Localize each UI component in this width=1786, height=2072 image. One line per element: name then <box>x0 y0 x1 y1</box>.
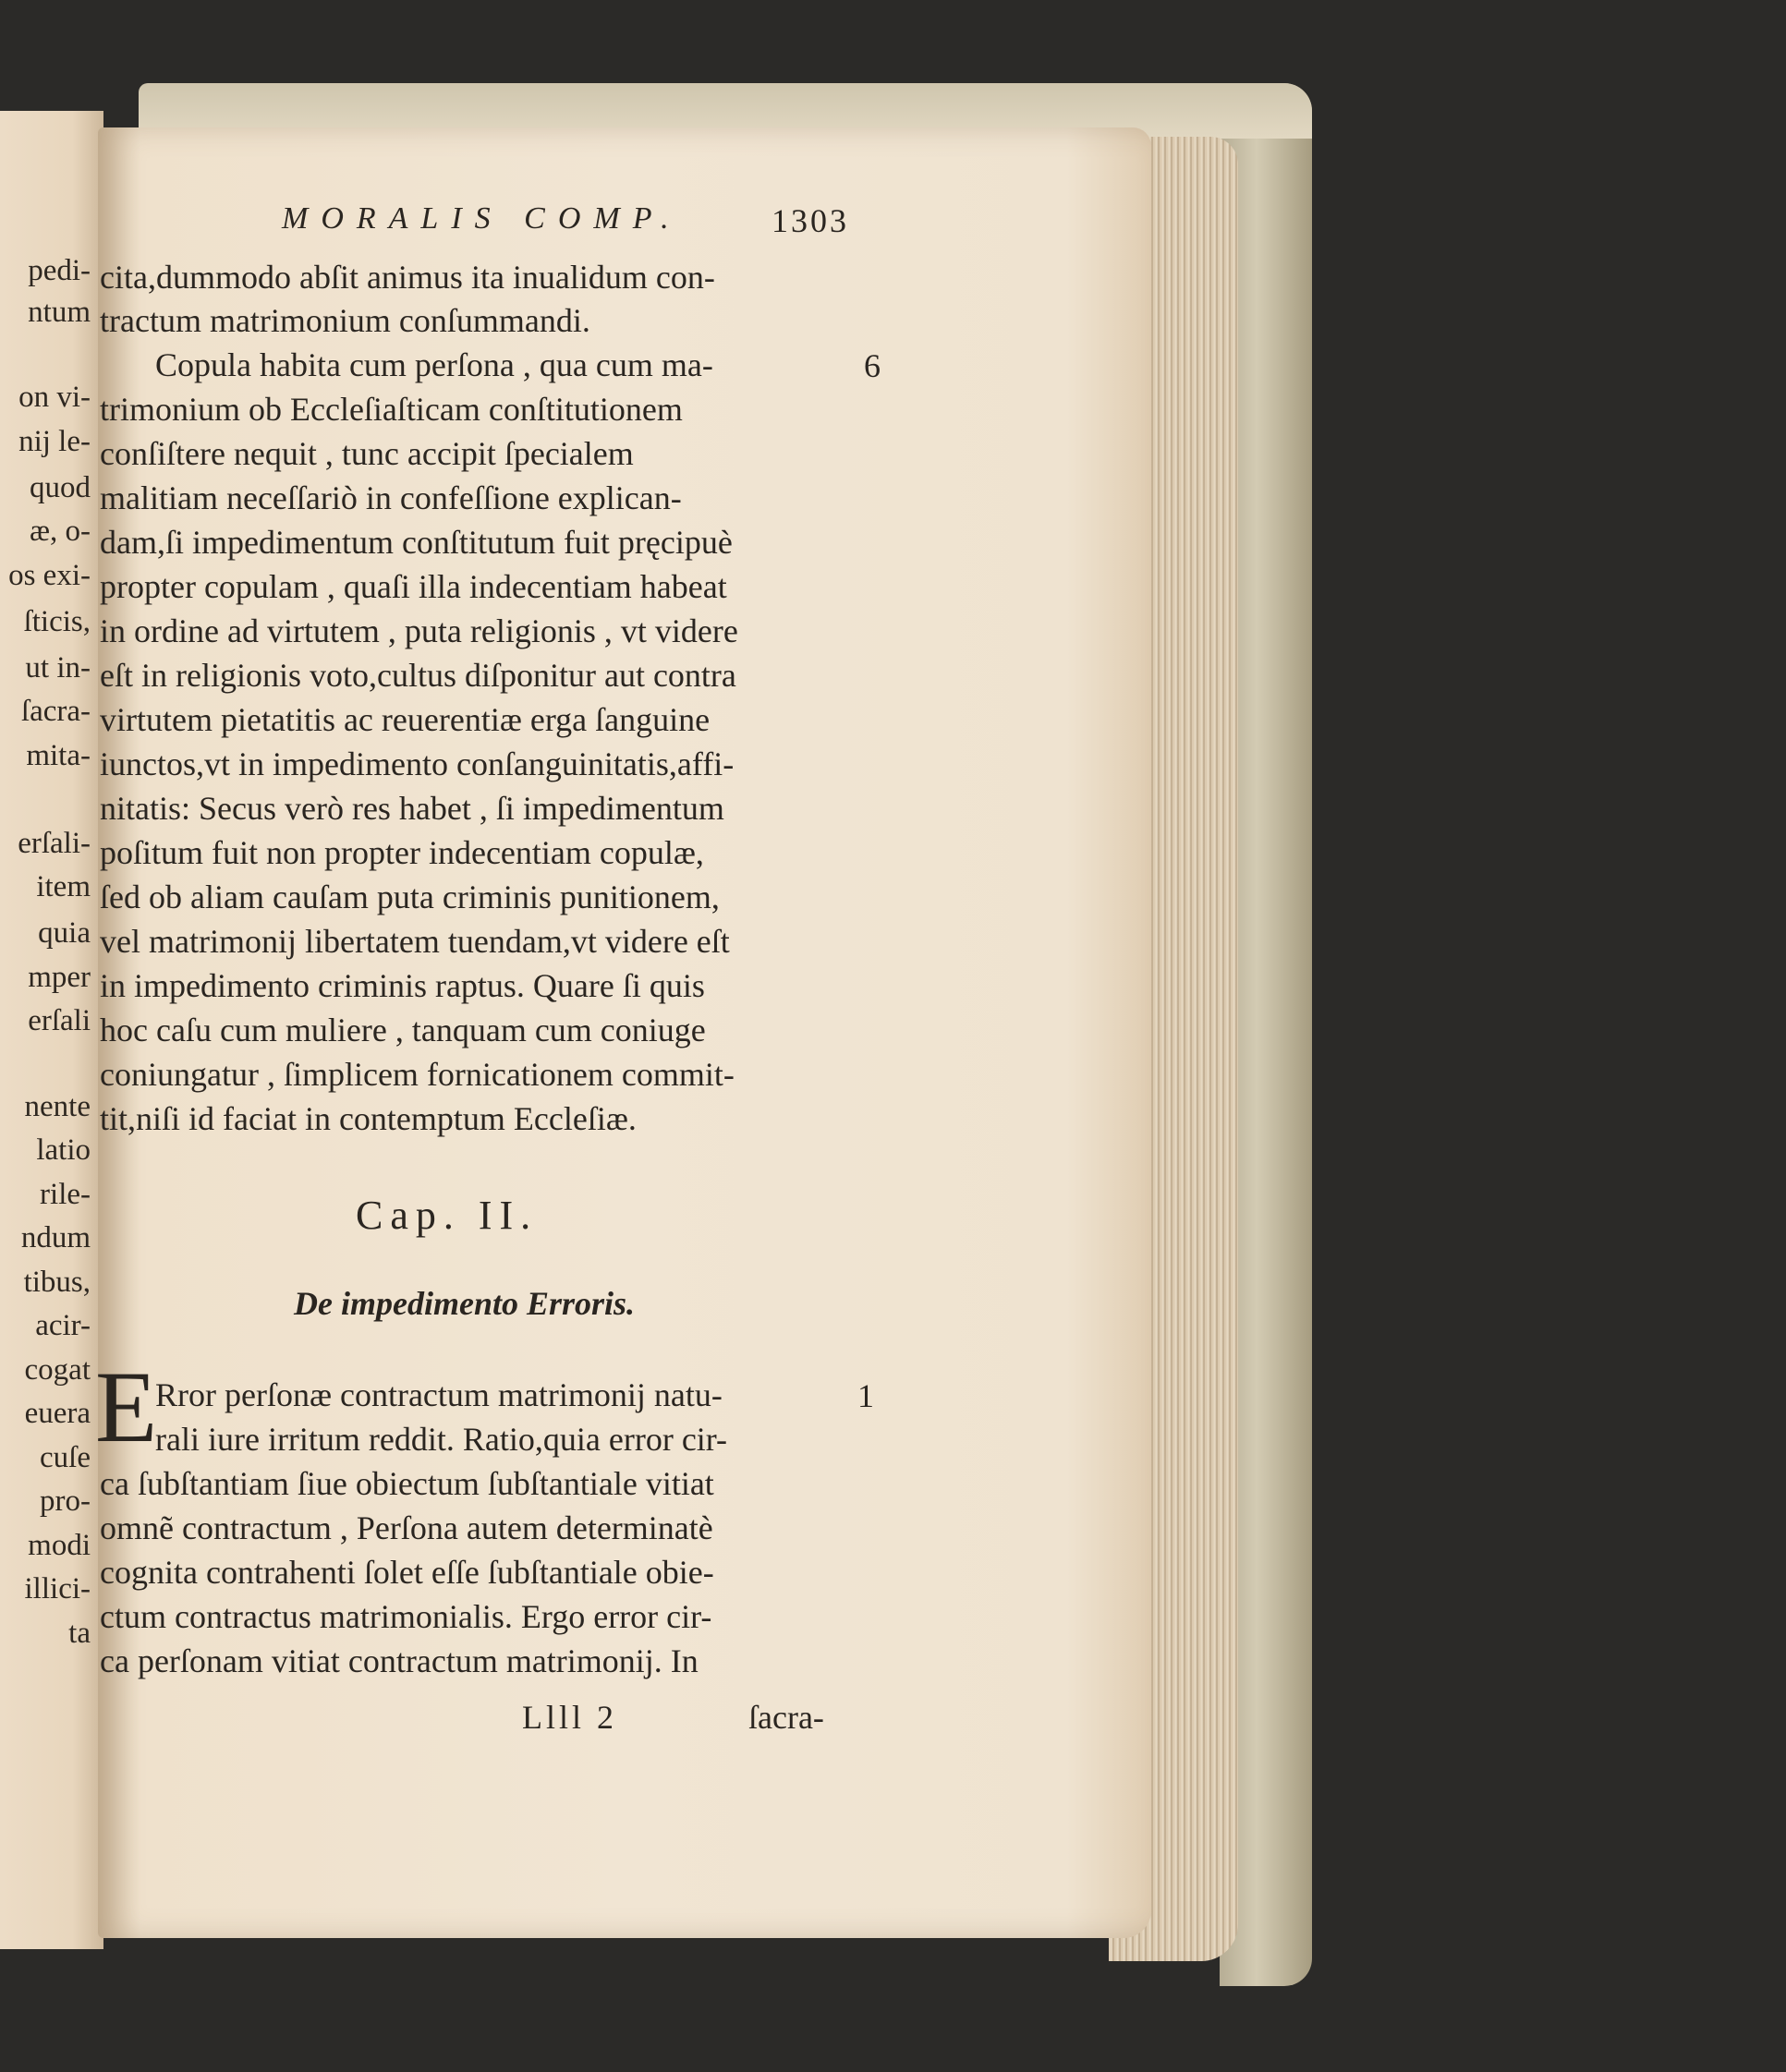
left-line: item <box>36 870 91 903</box>
text-line: tit,niſi id faciat in contemptum Eccleſiæ. <box>100 1100 637 1137</box>
text-line: cita,dummodo abſit animus ita inualidum con- <box>100 259 715 296</box>
signature-mark: Llll 2 <box>522 1699 617 1736</box>
left-line: on vi- <box>18 381 91 414</box>
running-header: MORALIS COMP. <box>282 201 682 236</box>
text-line: ca perſonam vitiat contractum matrimonij. In <box>100 1642 699 1679</box>
text-line: ctum contractus matrimonialis. Ergo error cir- <box>100 1598 712 1635</box>
text-line: omnẽ contractum , Perſona autem determinatè <box>100 1509 713 1546</box>
left-line: acir- <box>35 1309 91 1342</box>
text-line: Rror perſonæ contractum matrimonij natu- <box>155 1376 723 1413</box>
text-line: in ordine ad virtutem , puta religionis , vt videre <box>100 612 738 649</box>
left-line: ntum <box>28 296 91 329</box>
left-line: pedi- <box>28 254 91 287</box>
text-line: ca ſubſtantiam ſiue obiectum ſubſtantiale vitiat <box>100 1465 714 1502</box>
left-line: erſali <box>28 1004 91 1037</box>
left-line: euera <box>24 1397 91 1430</box>
catchword: ſacra- <box>748 1699 824 1736</box>
text-line: coniungatur , ſimplicem fornicationem commit- <box>100 1056 735 1093</box>
text-line: vel matrimonij libertatem tuendam,vt videre eſt <box>100 923 730 960</box>
left-line: ndum <box>20 1221 91 1254</box>
text-line: dam,ſi impedimentum conſtitutum fuit pręcipuè <box>100 524 733 561</box>
text-line: trimonium ob Eccleſiaſticam conſtitutionem <box>100 391 683 428</box>
left-line: ta <box>68 1617 91 1650</box>
left-line: æ, o- <box>30 515 91 548</box>
chapter-heading: Cap. II. <box>356 1193 539 1238</box>
text-line: conſiſtere nequit , tunc accipit ſpecialem <box>100 435 634 472</box>
left-line: erſali- <box>18 827 91 860</box>
left-line: latio <box>36 1133 91 1167</box>
left-line: ſticis, <box>23 605 91 638</box>
text-line: malitiam neceſſariò in confeſſione explican- <box>100 479 682 516</box>
left-line: ſacra- <box>20 695 91 728</box>
margin-number: 6 <box>864 347 881 384</box>
left-line: mper <box>28 961 91 994</box>
left-line: rile- <box>40 1178 91 1211</box>
text-line: hoc caſu cum muliere , tanquam cum coniuge <box>100 1012 706 1048</box>
left-line: nij le- <box>18 425 91 458</box>
text-line: ſed ob aliam cauſam puta criminis punitionem, <box>100 878 720 915</box>
left-line: ut in- <box>25 651 91 685</box>
text-line: Copula habita cum perſona , qua cum ma- <box>155 346 713 383</box>
text-line: poſitum fuit non propter indecentiam copulæ, <box>100 834 704 871</box>
text-line: nitatis: Secus verò res habet , ſi impedimentum <box>100 790 724 827</box>
left-line: quia <box>38 916 91 950</box>
text-line: iunctos,vt in impedimento conſanguinitatis,affi- <box>100 745 735 782</box>
left-line: quod <box>30 471 91 504</box>
drop-cap-initial: E <box>95 1351 158 1463</box>
left-line: modi <box>28 1529 91 1562</box>
left-line: pro- <box>40 1484 91 1518</box>
left-line: cuſe <box>40 1441 91 1474</box>
left-line: mita- <box>26 739 91 772</box>
margin-number: 1 <box>857 1377 874 1414</box>
text-line: in impedimento criminis raptus. Quare ſi quis <box>100 967 705 1004</box>
text-line: eſt in religionis voto,cultus diſponitur aut contra <box>100 657 736 694</box>
left-line: illici- <box>24 1572 91 1605</box>
left-line: cogat <box>24 1353 91 1387</box>
text-line: propter copulam , quaſi illa indecentiam habeat <box>100 568 727 605</box>
left-line: os exi- <box>8 559 91 592</box>
text-line: tractum matrimonium conſummandi. <box>100 302 590 339</box>
chapter-subheading: De impedimento Erroris. <box>294 1285 636 1322</box>
text-line: virtutem pietatitis ac reuerentiæ erga ſanguine <box>100 701 711 738</box>
text-line: rali iure irritum reddit. Ratio,quia error cir- <box>155 1421 728 1458</box>
text-line: cognita contrahenti ſolet eſſe ſubſtantiale obie- <box>100 1554 714 1591</box>
page-number: 1303 <box>772 202 849 239</box>
left-line: tibus, <box>23 1266 91 1299</box>
left-line: nente <box>24 1090 91 1123</box>
